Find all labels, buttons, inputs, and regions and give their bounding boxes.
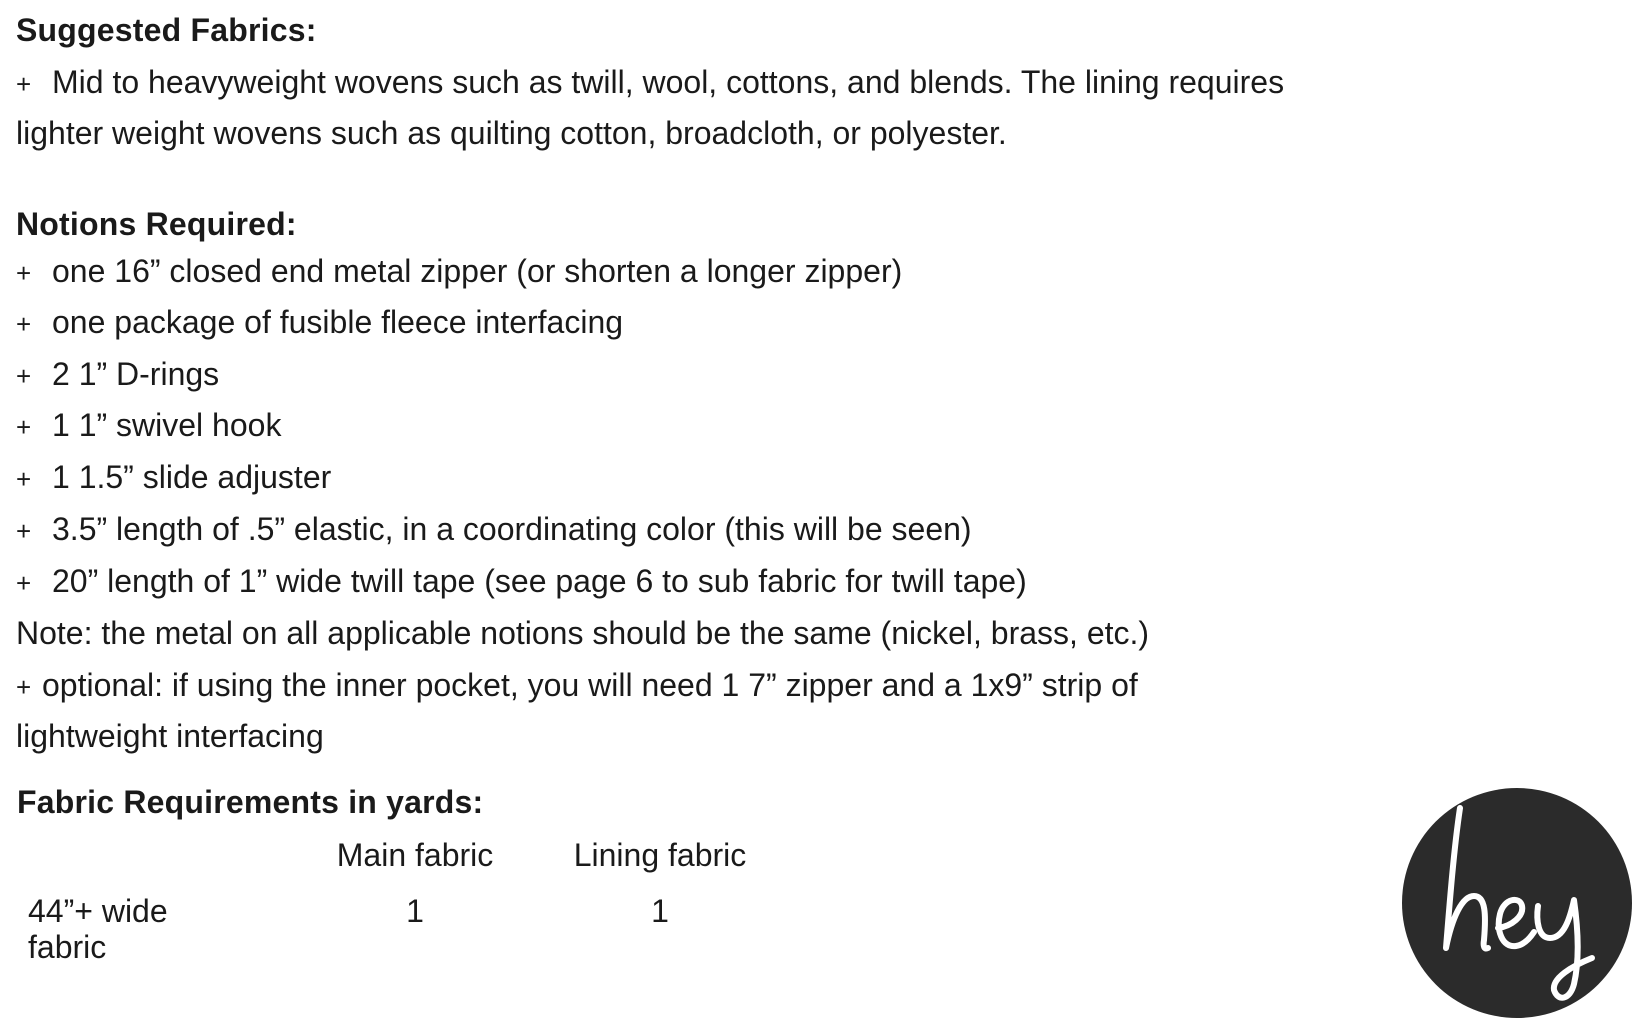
notion-item-text: one package of fusible fleece interfacing	[52, 304, 624, 340]
row-label-line-2: fabric	[28, 929, 107, 965]
notion-item-text: 20” length of 1” wide twill tape (see page 6 to sub fabric for twill tape)	[52, 563, 1027, 599]
bullet-plus: +	[16, 516, 32, 546]
bullet-plus: +	[16, 361, 32, 391]
notion-item-text: 1 1” swivel hook	[52, 407, 282, 443]
notion-item	[16, 302, 623, 344]
suggested-fabrics-text-1: Mid to heavyweight wovens such as twill, wool, cottons, and blends. The lining requires	[52, 64, 1285, 100]
notion-item-text: 3.5” length of .5” elastic, in a coordinating color (this will be seen)	[52, 511, 972, 547]
notion-item	[16, 251, 902, 293]
bullet-plus: +	[16, 412, 32, 442]
notions-optional-line-2: lightweight interfacing	[16, 718, 324, 754]
hey-logo	[1402, 788, 1632, 1018]
notion-item	[16, 354, 219, 396]
notions-optional-text: optional: if using the inner pocket, you will need 1 7” zipper and a 1x9” strip of	[42, 667, 1138, 703]
notion-item-text: 2 1” D-rings	[52, 356, 220, 392]
notion-item-text: one 16” closed end metal zipper (or shorten a longer zipper)	[52, 253, 903, 289]
notion-item	[16, 405, 281, 447]
notions-optional-line-1	[16, 665, 1138, 707]
suggested-fabrics-heading: Suggested Fabrics:	[16, 12, 317, 48]
cell-main-fabric-yards: 1	[406, 893, 424, 929]
column-header-main-fabric: Main fabric	[336, 837, 494, 873]
column-header-lining-fabric: Lining fabric	[573, 837, 747, 873]
bullet-plus: +	[16, 672, 32, 702]
notion-item	[16, 457, 331, 499]
notion-item-text: 1 1.5” slide adjuster	[52, 459, 332, 495]
bullet-plus: +	[16, 69, 32, 99]
suggested-fabrics-line-2: lighter weight wovens such as quilting cotton, broadcloth, or polyester.	[16, 115, 1007, 151]
notion-item	[16, 561, 1027, 603]
bullet-plus: +	[16, 258, 32, 288]
notions-note: Note: the metal on all applicable notions should be the same (nickel, brass, etc.)	[16, 615, 1150, 651]
suggested-fabrics-line-1	[16, 62, 1284, 104]
row-label-line-1: 44”+ wide	[28, 893, 168, 929]
notion-item	[16, 509, 972, 551]
notions-heading: Notions Required:	[16, 206, 297, 242]
bullet-plus: +	[16, 568, 32, 598]
cell-lining-fabric-yards: 1	[651, 893, 669, 929]
bullet-plus: +	[16, 309, 32, 339]
fabric-requirements-heading: Fabric Requirements in yards:	[17, 784, 484, 820]
bullet-plus: +	[16, 464, 32, 494]
